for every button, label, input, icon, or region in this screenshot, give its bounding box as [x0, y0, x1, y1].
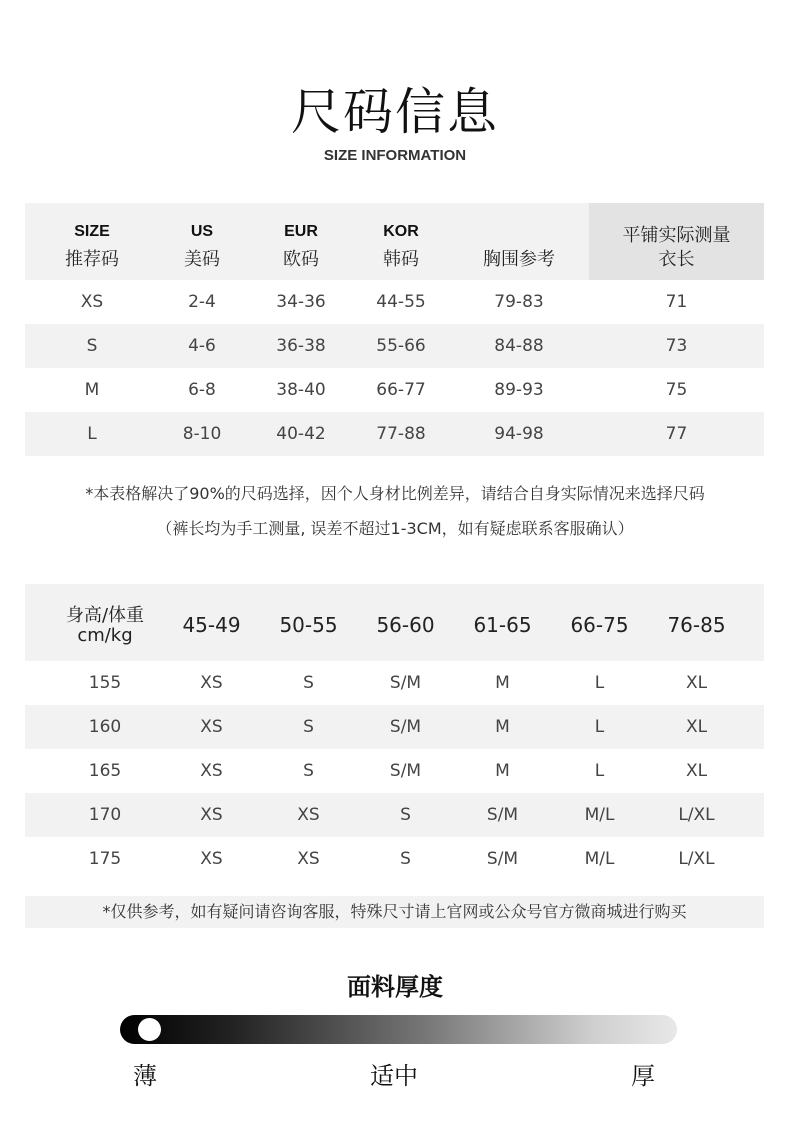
weight-header: 66-75 [570, 613, 629, 637]
cell: XS [297, 849, 320, 869]
header-eur [251, 203, 351, 280]
header-kor [351, 203, 451, 280]
cell: S [303, 673, 314, 693]
cell: S/M [389, 717, 422, 737]
cell: L [594, 673, 605, 693]
cell: XL [685, 761, 708, 781]
cell: 79-83 [494, 292, 544, 312]
cell: S [303, 717, 314, 737]
cell: S/M [486, 805, 519, 825]
table-row [25, 837, 764, 881]
header-cn: 韩码 [383, 249, 419, 270]
cell: 44-55 [376, 292, 426, 312]
cell: XS [80, 292, 104, 312]
cell: 77 [665, 424, 688, 444]
size-table-header [25, 203, 764, 280]
weight-header: 45-49 [182, 613, 241, 637]
header-en: SIZE [74, 223, 110, 240]
thickness-title: 面料厚度 [347, 973, 443, 1001]
cell: 2-4 [188, 292, 216, 312]
cell: XL [685, 717, 708, 737]
thickness-indicator [138, 1018, 161, 1041]
cell: S [400, 849, 411, 869]
cell: XS [200, 717, 223, 737]
height-cell: 155 [88, 673, 122, 693]
cell: 66-77 [376, 380, 426, 400]
cell: L/XL [678, 805, 715, 825]
header-en: KOR [383, 223, 419, 240]
page-title: 尺码信息 [291, 83, 499, 141]
header-cn: 美码 [184, 249, 220, 270]
measure-note: （裤长均为手工测量, 误差不超过1-3CM，如有疑虑联系客服确认） [156, 519, 634, 538]
cell: S [400, 805, 411, 825]
cell: 75 [665, 380, 688, 400]
cell: S/M [389, 673, 422, 693]
weight-header: 56-60 [376, 613, 435, 637]
cell: XL [685, 673, 708, 693]
table-row [25, 412, 764, 456]
weight-header: 76-85 [667, 613, 726, 637]
cell: M [84, 380, 100, 400]
header-bust [459, 203, 579, 280]
table-row [25, 324, 764, 368]
header-length [589, 203, 764, 280]
cell: S [303, 761, 314, 781]
height-cell: 170 [88, 805, 122, 825]
thickness-label-thick: 厚 [631, 1062, 655, 1090]
thickness-label-medium: 适中 [370, 1062, 418, 1090]
header-us [159, 203, 245, 280]
header-en: EUR [284, 223, 318, 240]
cell: XS [297, 805, 320, 825]
cell: 84-88 [494, 336, 544, 356]
header-cn: 欧码 [283, 249, 319, 270]
header-en: US [190, 223, 214, 240]
cell: 55-66 [376, 336, 426, 356]
height-weight-table [25, 584, 764, 881]
size-table [25, 203, 764, 456]
cell: 94-98 [494, 424, 544, 444]
cell: L/XL [678, 849, 715, 869]
cell: XS [200, 805, 223, 825]
cell: 40-42 [276, 424, 326, 444]
table-row [25, 368, 764, 412]
cell: 8-10 [182, 424, 222, 444]
hw-table-header [25, 584, 764, 661]
corner-unit: cm/kg [77, 625, 133, 646]
table-row [25, 661, 764, 705]
cell: 73 [665, 336, 688, 356]
cell: 36-38 [276, 336, 326, 356]
weight-header: 61-65 [473, 613, 532, 637]
header-cn: 推荐码 [65, 249, 119, 270]
size-note: *本表格解决了90%的尺码选择，因个人身材比例差异，请结合自身实际情况来选择尺码 [85, 484, 705, 503]
page-subtitle: SIZE INFORMATION [323, 147, 467, 164]
cell: 71 [665, 292, 688, 312]
cell: XS [200, 761, 223, 781]
cell: L [87, 424, 97, 444]
thickness-label-thin: 薄 [133, 1062, 157, 1090]
header-cn: 衣长 [658, 249, 695, 270]
thickness-gradient-bar [120, 1015, 677, 1044]
table-row [25, 793, 764, 837]
header-cn: 胸围参考 [483, 249, 555, 270]
cell: M/L [584, 805, 615, 825]
height-cell: 175 [88, 849, 122, 869]
cell: M/L [584, 849, 615, 869]
corner-label: 身高/体重 [65, 605, 145, 626]
cell: S/M [486, 849, 519, 869]
cell: XS [200, 849, 223, 869]
cell: L [594, 717, 605, 737]
table-row [25, 705, 764, 749]
cell: 38-40 [276, 380, 326, 400]
cell: 6-8 [188, 380, 216, 400]
table-row [25, 749, 764, 793]
cell: 89-93 [494, 380, 544, 400]
cell: L [594, 761, 605, 781]
cell: M [495, 761, 510, 781]
header-cn-top: 平铺实际测量 [622, 225, 731, 246]
cell: M [495, 673, 510, 693]
cell: 77-88 [376, 424, 426, 444]
header-size [25, 203, 159, 280]
table-row [25, 280, 764, 324]
cell: XS [200, 673, 223, 693]
cell: S/M [389, 761, 422, 781]
height-cell: 165 [88, 761, 122, 781]
reference-note: *仅供参考，如有疑问请咨询客服，特殊尺寸请上官网或公众号官方微商城进行购买 [25, 896, 764, 928]
weight-header: 50-55 [279, 613, 338, 637]
cell: M [495, 717, 510, 737]
cell: 34-36 [276, 292, 326, 312]
cell: S [86, 336, 98, 356]
height-cell: 160 [88, 717, 122, 737]
cell: 4-6 [188, 336, 216, 356]
